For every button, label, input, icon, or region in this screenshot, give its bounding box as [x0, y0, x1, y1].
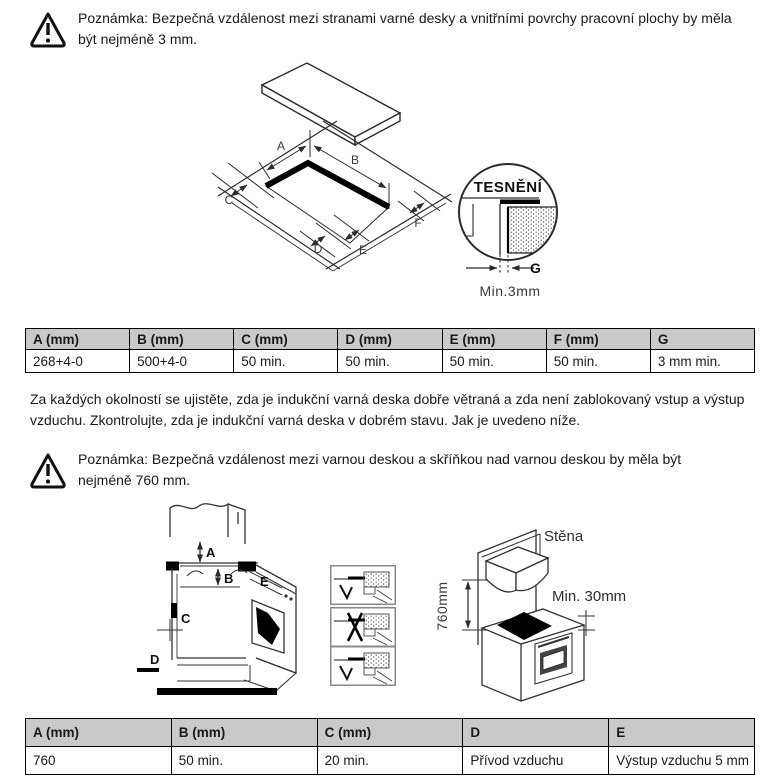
- safety-note-1: [28, 8, 740, 53]
- table1-header-d: D (mm): [338, 329, 442, 350]
- seal-title: TESNĚNÍ: [473, 179, 543, 196]
- cutout-dimensions-table: [25, 328, 755, 373]
- table2-value-d: Přívod vzduchu: [463, 747, 609, 775]
- dim-label-d: D: [313, 242, 323, 256]
- hob-slab: [262, 63, 400, 145]
- table1-value-f: 50 min.: [546, 350, 650, 373]
- table2-value-c: 20 min.: [317, 747, 463, 775]
- dim-label-f: F: [414, 216, 422, 230]
- table2-header-a: A (mm): [26, 719, 172, 747]
- dim-label-c: C: [181, 611, 191, 626]
- table2-header-c: C (mm): [317, 719, 463, 747]
- dim-label-e: E: [358, 243, 368, 257]
- dim-label-a: A: [206, 545, 216, 560]
- wall-label: Stěna: [544, 528, 584, 545]
- height-760-label: 760mm: [434, 581, 450, 631]
- dim-label-g: G: [530, 260, 541, 276]
- dim-label-b: B: [224, 571, 234, 586]
- table1-value-c: 50 min.: [234, 350, 338, 373]
- hob-cutout-diagram: [0, 55, 780, 307]
- ventilation-paragraph: Za každých okolností se ujistěte, zda je indukční varná deska dobře větraná a zda není zablokovaný vstup a výstup vzduchu. Zkontrolujte, zda je indukční varná deska v dobrém stavu. Jak je uvedeno níže.: [30, 391, 745, 428]
- table1-header-a: A (mm): [26, 329, 130, 350]
- installation-clearance-diagram: [0, 495, 780, 714]
- dim-label-b: B: [350, 153, 360, 167]
- table2-value-b: 50 min.: [171, 747, 317, 775]
- table1-value-b: 500+4-0: [130, 350, 234, 373]
- seal-detail: [456, 164, 558, 299]
- table1-header-f: F (mm): [546, 329, 650, 350]
- table1-value-a: 268+4-0: [26, 350, 130, 373]
- table2-header-e: E: [609, 719, 755, 747]
- table1-header-c: C (mm): [234, 329, 338, 350]
- seal-option-incorrect: [331, 608, 396, 647]
- seal-min-label: Min.3mm: [479, 283, 541, 299]
- min-clearance-label: Min. 30mm: [552, 588, 627, 605]
- table2-header-d: D: [463, 719, 609, 747]
- table1-header-g: G: [650, 329, 754, 350]
- table1-value-g: 3 mm min.: [650, 350, 754, 373]
- table2-value-e: Výstup vzduchu 5 mm: [609, 747, 755, 775]
- warning-triangle-icon: [28, 8, 72, 53]
- dim-label-c: C: [224, 193, 234, 207]
- kitchen-unit-isometric: [462, 530, 595, 701]
- safety-note-2-text: Poznámka: Bezpečná vzdálenost mezi varnou deskou a skříňkou nad varnou deskou by měla být nejméně 760 mm.: [78, 451, 682, 488]
- cabinet-cross-section: [137, 504, 296, 695]
- table1-value-d: 50 min.: [338, 350, 442, 373]
- dim-label-a: A: [276, 139, 286, 153]
- seal-option-correct-2: [331, 647, 396, 686]
- seal-option-correct-1: [331, 566, 396, 605]
- table-header-row: [26, 329, 755, 350]
- seal-strip: [500, 200, 540, 205]
- dim-label-e: E: [260, 574, 269, 589]
- table2-header-b: B (mm): [171, 719, 317, 747]
- table2-value-a: 760: [26, 747, 172, 775]
- dim-c: [212, 163, 274, 208]
- table-row: [26, 747, 755, 775]
- table1-header-e: E (mm): [442, 329, 546, 350]
- safety-note-2: [28, 449, 734, 494]
- warning-triangle-icon: [28, 449, 72, 494]
- worktop-section-hatched: [508, 207, 558, 253]
- table-header-row: [26, 719, 755, 747]
- table1-header-b: B (mm): [130, 329, 234, 350]
- dim-label-d: D: [150, 652, 160, 667]
- clearance-dimensions-table: [25, 718, 755, 775]
- table-row: [26, 350, 755, 373]
- safety-note-1-text: Poznámka: Bezpečná vzdálenost mezi stranami varné desky a vnitřními povrchy pracovní plochy by měla být nejméně 3 mm.: [78, 10, 732, 47]
- table1-value-e: 50 min.: [442, 350, 546, 373]
